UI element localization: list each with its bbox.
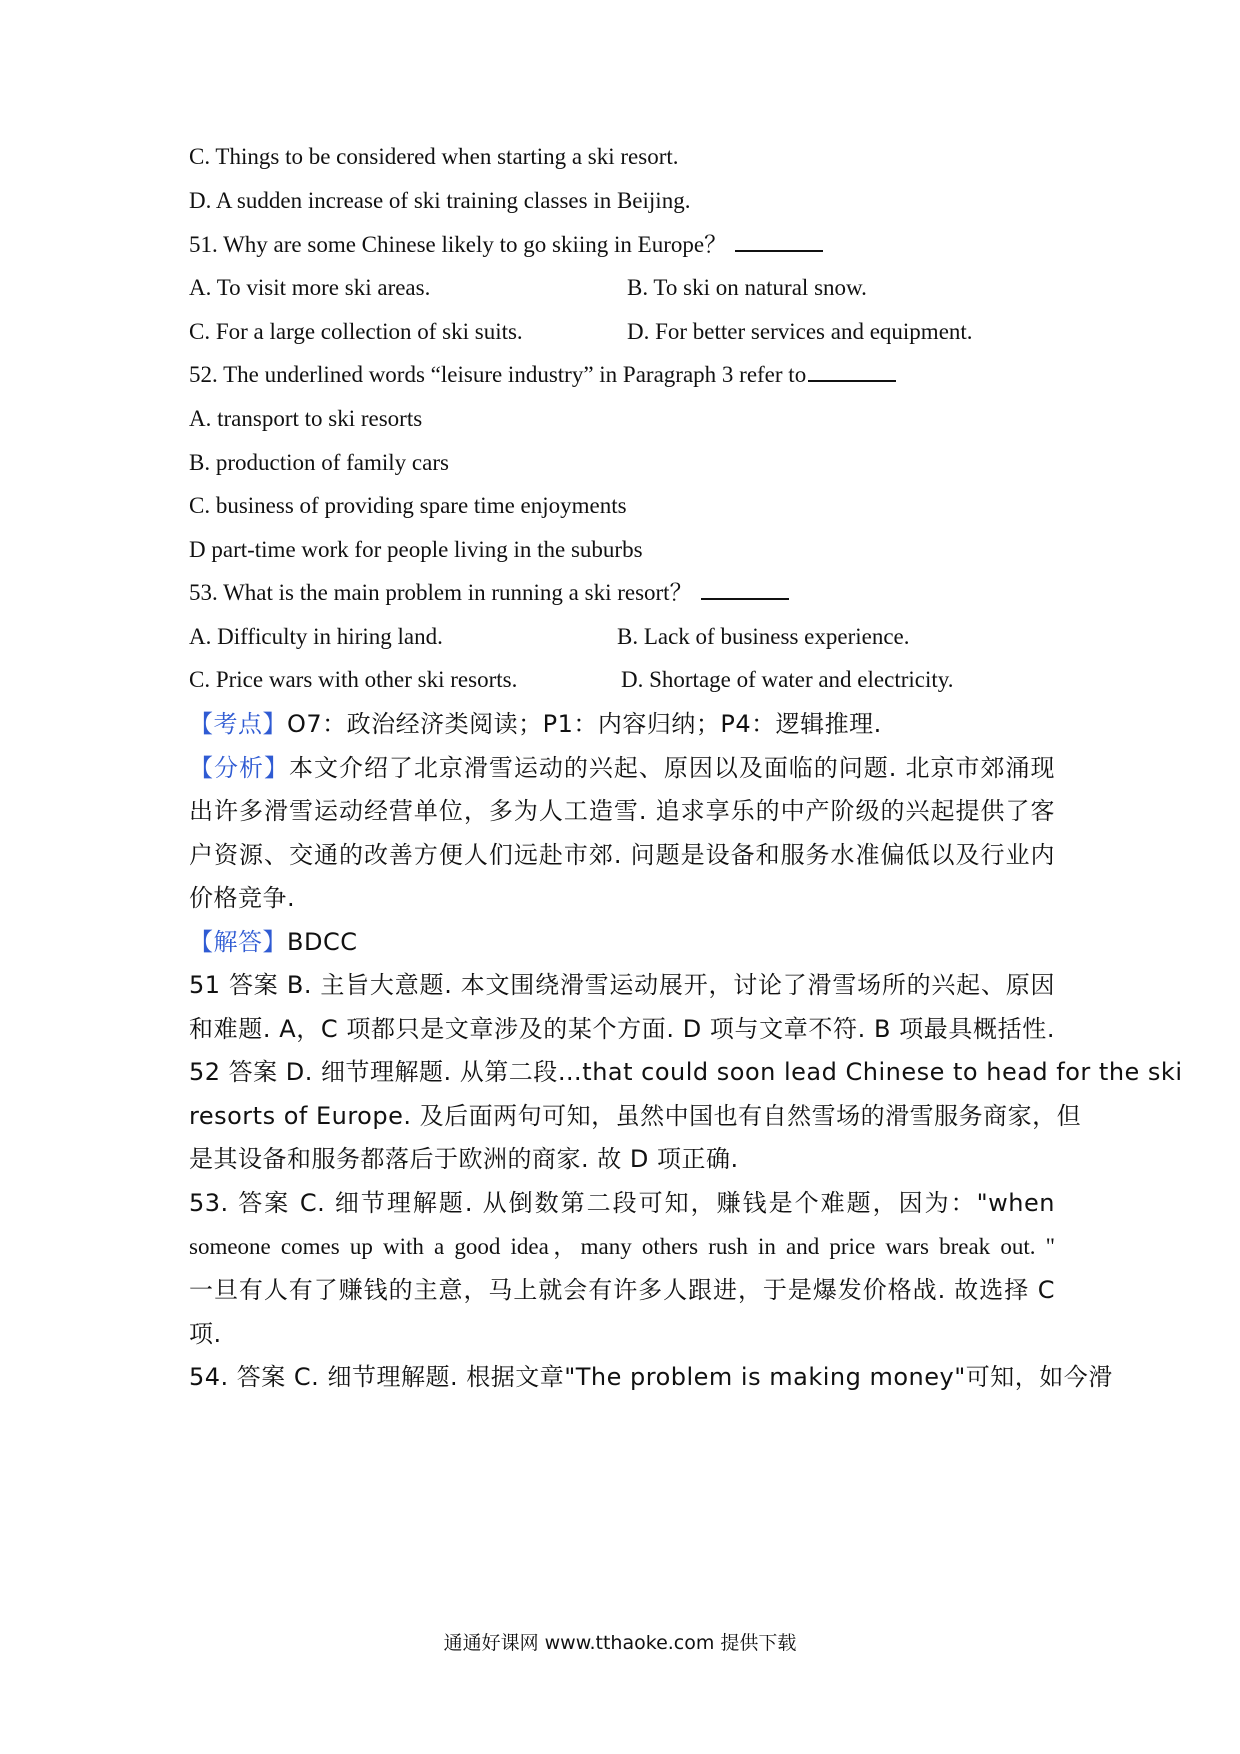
q52-stem-text: 52. The underlined words “leisure industry” in Paragraph 3 refer to	[189, 362, 807, 387]
kaodian-tag: 【考点】	[189, 710, 287, 738]
q51-option-a: A. To visit more ski areas.	[189, 275, 431, 300]
a53-line-3: 一旦有人有了赚钱的主意，马上就会有许多人跟进，于是爆发价格战. 故选择 C	[189, 1276, 1055, 1304]
jieda-text: BDCC	[287, 928, 358, 956]
fenxi-tag: 【分析】	[189, 754, 289, 782]
a51-line-1: 51 答案 B. 主旨大意题. 本文围绕滑雪运动展开，讨论了滑雪场所的兴起、原因	[189, 971, 1055, 999]
q51-option-d: D. For better services and equipment.	[627, 319, 973, 344]
answer-blank	[701, 597, 789, 600]
q53-option-a: A. Difficulty in hiring land.	[189, 624, 443, 649]
fenxi-line-3: 户资源、交通的改善方便人们远赴市郊. 问题是设备和服务水准偏低以及行业内	[189, 841, 1055, 869]
q50-option-c: C. Things to be considered when starting a ski resort.	[189, 144, 679, 169]
jieda-line	[189, 927, 357, 957]
q53-options-row1	[189, 622, 910, 652]
answer-blank	[808, 379, 896, 382]
fenxi-line-1	[189, 753, 1055, 783]
q51-stem-text: 51. Why are some Chinese likely to go skiing in Europe？	[189, 232, 728, 257]
q52-option-d: D part-time work for people living in the suburbs	[189, 537, 643, 562]
fenxi-line-2: 出许多滑雪运动经营单位，多为人工造雪. 追求享乐的中产阶级的兴起提供了客	[189, 797, 1055, 825]
q52-option-b: B. production of family cars	[189, 450, 449, 475]
q52-stem	[189, 360, 896, 390]
q53-stem-text: 53. What is the main problem in running a ski resort？	[189, 580, 693, 605]
a51-line-2: 和难题. A，C 项都只是文章涉及的某个方面. D 项与文章不符. B 项最具概括性.	[189, 1015, 1055, 1043]
a53-line-4: 项.	[189, 1320, 222, 1348]
q53-options-row2	[189, 665, 954, 695]
a54-line-1: 54. 答案 C. 细节理解题. 根据文章"The problem is making money"可知，如今滑	[189, 1363, 1113, 1391]
a52-line-2: resorts of Europe. 及后面两句可知，虽然中国也有自然雪场的滑雪服务商家，但	[189, 1102, 1082, 1130]
q52-option-c: C. business of providing spare time enjoyments	[189, 493, 627, 518]
q53-stem	[189, 578, 789, 608]
jieda-tag: 【解答】	[189, 928, 287, 956]
kaodian-line	[189, 709, 882, 739]
a52-line-3: 是其设备和服务都落后于欧洲的商家. 故 D 项正确.	[189, 1145, 739, 1173]
page-footer: 通通好课网 www.tthaoke.com 提供下载	[443, 1632, 797, 1654]
q51-option-b: B. To ski on natural snow.	[627, 275, 867, 300]
q50-option-d: D. A sudden increase of ski training classes in Beijing.	[189, 188, 691, 213]
q53-option-c: C. Price wars with other ski resorts.	[189, 667, 518, 692]
q53-option-d: D. Shortage of water and electricity.	[621, 667, 954, 692]
q51-stem	[189, 230, 823, 260]
q51-options-row1	[189, 273, 867, 303]
q53-option-b: B. Lack of business experience.	[617, 624, 910, 649]
a53-line-2: someone comes up with a good idea，many others rush in and price wars break out. "	[189, 1234, 1055, 1259]
a53-line-1: 53. 答案 C. 细节理解题. 从倒数第二段可知，赚钱是个难题，因为："when	[189, 1189, 1055, 1217]
answer-blank	[735, 249, 823, 252]
kaodian-text: O7：政治经济类阅读；P1：内容归纳；P4：逻辑推理.	[287, 710, 882, 738]
fenxi-text-1: 本文介绍了北京滑雪运动的兴起、原因以及面临的问题. 北京市郊涌现	[288, 754, 1055, 782]
q51-option-c: C. For a large collection of ski suits.	[189, 319, 523, 344]
q52-option-a: A. transport to ski resorts	[189, 406, 423, 431]
q51-options-row2	[189, 317, 973, 347]
a52-line-1: 52 答案 D. 细节理解题. 从第二段…that could soon lead Chinese to head for the ski	[189, 1058, 1183, 1086]
fenxi-line-4: 价格竞争.	[189, 884, 296, 912]
